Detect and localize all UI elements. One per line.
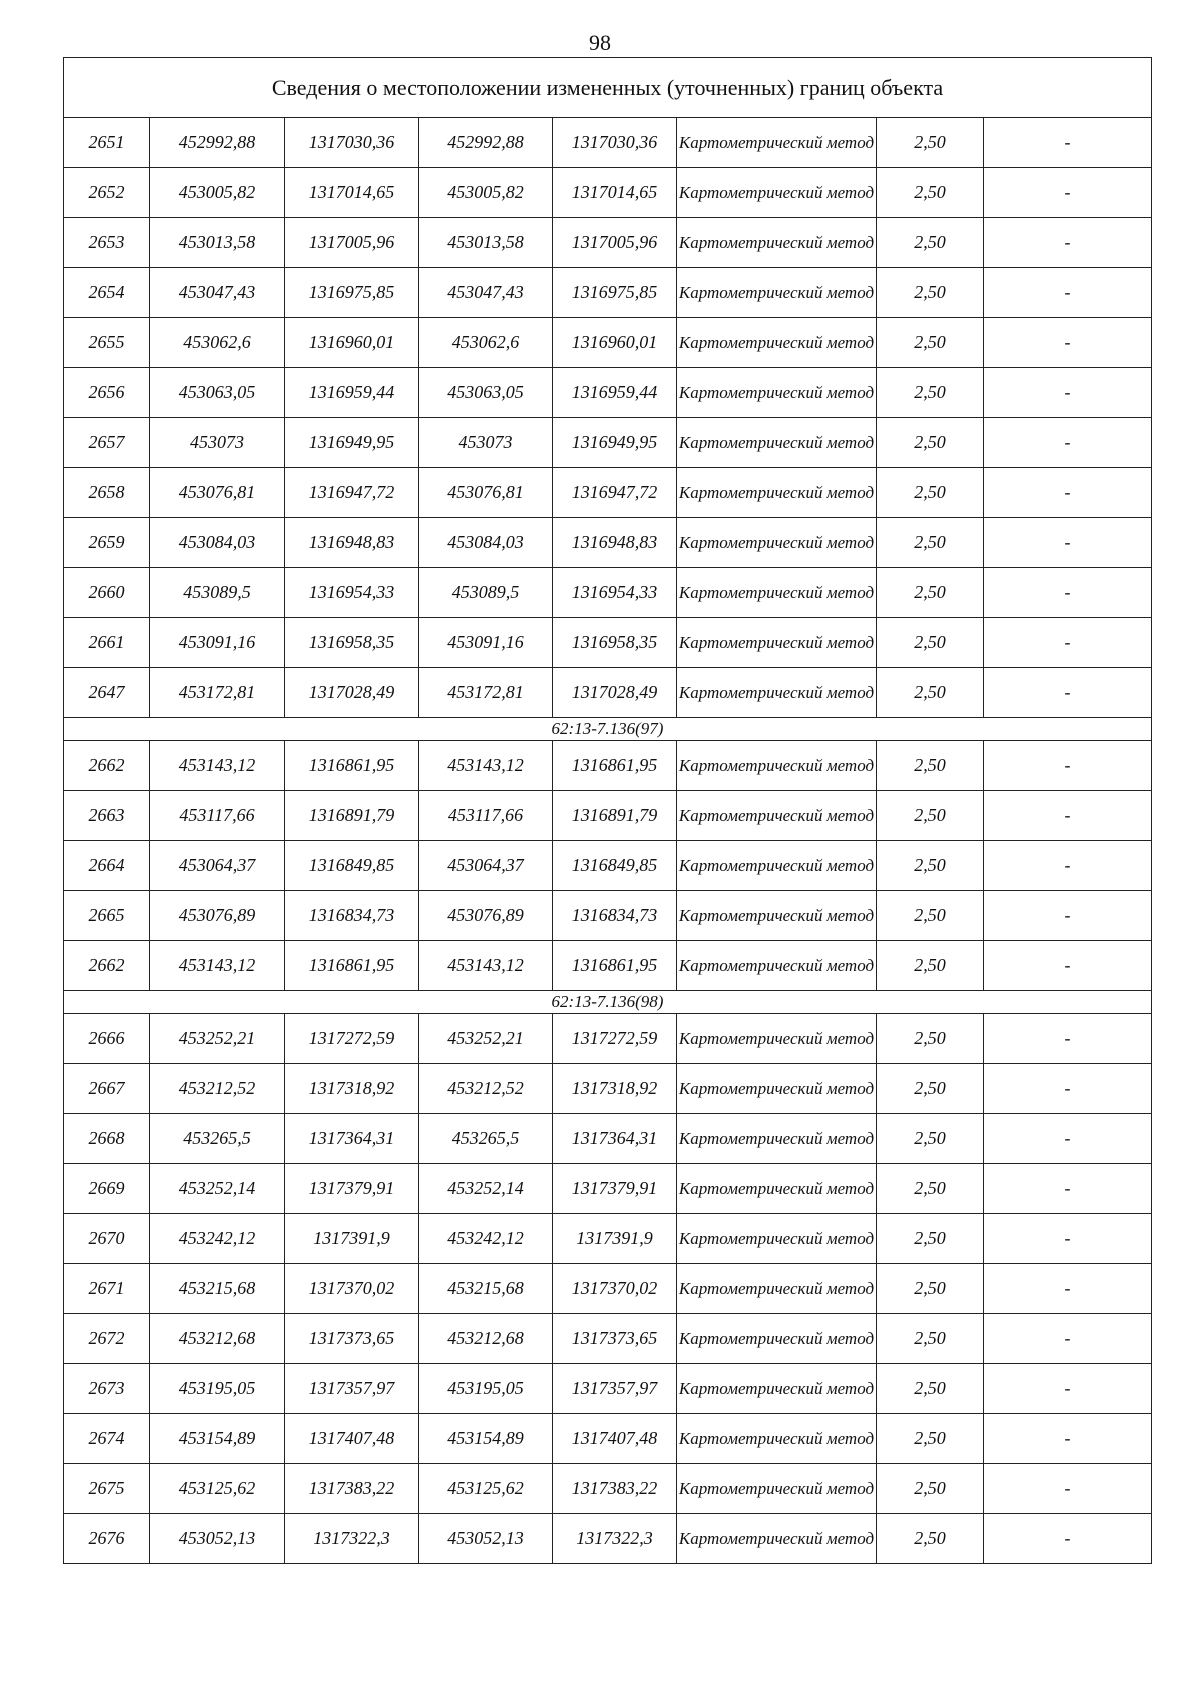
x-refined-cell: 453265,5 [419, 1114, 553, 1164]
y-refined-cell: 1316960,01 [553, 318, 677, 368]
table-title-row [64, 58, 1152, 118]
accuracy-cell: 2,50 [877, 268, 984, 318]
x-existing-cell: 453063,05 [150, 368, 285, 418]
x-refined-cell: 453084,03 [419, 518, 553, 568]
x-existing-cell: 453154,89 [150, 1414, 285, 1464]
point-number-cell: 2656 [64, 368, 150, 418]
method-cell: Картометрический метод [677, 791, 877, 841]
method-cell: Картометрический метод [677, 1314, 877, 1364]
x-existing-cell: 453084,03 [150, 518, 285, 568]
y-existing-cell: 1317370,02 [285, 1264, 419, 1314]
x-existing-cell: 453062,6 [150, 318, 285, 368]
method-cell: Картометрический метод [677, 1464, 877, 1514]
x-refined-cell: 453143,12 [419, 741, 553, 791]
y-existing-cell: 1316947,72 [285, 468, 419, 518]
section-label: 62:13-7.136(98) [64, 991, 1152, 1014]
y-refined-cell: 1317272,59 [553, 1014, 677, 1064]
point-number-cell: 2669 [64, 1164, 150, 1214]
y-refined-cell: 1317373,65 [553, 1314, 677, 1364]
x-existing-cell: 453172,81 [150, 668, 285, 718]
method-cell: Картометрический метод [677, 418, 877, 468]
accuracy-cell: 2,50 [877, 1364, 984, 1414]
accuracy-cell: 2,50 [877, 668, 984, 718]
table-row [64, 468, 1152, 518]
x-existing-cell: 453212,68 [150, 1314, 285, 1364]
table-row [64, 941, 1152, 991]
x-existing-cell: 453215,68 [150, 1264, 285, 1314]
section-header-row [64, 718, 1152, 741]
accuracy-cell: 2,50 [877, 1464, 984, 1514]
method-cell: Картометрический метод [677, 841, 877, 891]
note-cell: - [984, 1514, 1152, 1564]
y-refined-cell: 1317028,49 [553, 668, 677, 718]
accuracy-cell: 2,50 [877, 941, 984, 991]
point-number-cell: 2665 [64, 891, 150, 941]
accuracy-cell: 2,50 [877, 1264, 984, 1314]
x-refined-cell: 453212,68 [419, 1314, 553, 1364]
table-row [64, 118, 1152, 168]
table-row [64, 1414, 1152, 1464]
method-cell: Картометрический метод [677, 1264, 877, 1314]
note-cell: - [984, 1364, 1152, 1414]
table-row [64, 891, 1152, 941]
method-cell: Картометрический метод [677, 168, 877, 218]
x-refined-cell: 452992,88 [419, 118, 553, 168]
note-cell: - [984, 368, 1152, 418]
method-cell: Картометрический метод [677, 218, 877, 268]
table-row [64, 568, 1152, 618]
x-existing-cell: 453143,12 [150, 941, 285, 991]
y-refined-cell: 1316958,35 [553, 618, 677, 668]
table-row [64, 418, 1152, 468]
point-number-cell: 2655 [64, 318, 150, 368]
x-refined-cell: 453212,52 [419, 1064, 553, 1114]
accuracy-cell: 2,50 [877, 368, 984, 418]
x-existing-cell: 453013,58 [150, 218, 285, 268]
accuracy-cell: 2,50 [877, 841, 984, 891]
table-row [64, 1364, 1152, 1414]
y-refined-cell: 1316861,95 [553, 741, 677, 791]
x-refined-cell: 453172,81 [419, 668, 553, 718]
table-row [64, 741, 1152, 791]
note-cell: - [984, 1164, 1152, 1214]
point-number-cell: 2674 [64, 1414, 150, 1464]
accuracy-cell: 2,50 [877, 518, 984, 568]
table-row [64, 1514, 1152, 1564]
note-cell: - [984, 841, 1152, 891]
x-refined-cell: 453073 [419, 418, 553, 468]
y-existing-cell: 1316861,95 [285, 741, 419, 791]
point-number-cell: 2672 [64, 1314, 150, 1364]
y-refined-cell: 1316947,72 [553, 468, 677, 518]
note-cell: - [984, 741, 1152, 791]
x-refined-cell: 453215,68 [419, 1264, 553, 1314]
y-refined-cell: 1317383,22 [553, 1464, 677, 1514]
y-refined-cell: 1316948,83 [553, 518, 677, 568]
x-refined-cell: 453005,82 [419, 168, 553, 218]
table-row [64, 791, 1152, 841]
accuracy-cell: 2,50 [877, 418, 984, 468]
x-existing-cell: 453143,12 [150, 741, 285, 791]
x-existing-cell: 453089,5 [150, 568, 285, 618]
x-existing-cell: 453091,16 [150, 618, 285, 668]
accuracy-cell: 2,50 [877, 1314, 984, 1364]
page-number: 98 [589, 30, 611, 55]
y-refined-cell: 1316959,44 [553, 368, 677, 418]
table-row [64, 1214, 1152, 1264]
y-existing-cell: 1317373,65 [285, 1314, 419, 1364]
x-refined-cell: 453052,13 [419, 1514, 553, 1564]
x-refined-cell: 453013,58 [419, 218, 553, 268]
method-cell: Картометрический метод [677, 668, 877, 718]
note-cell: - [984, 891, 1152, 941]
point-number-cell: 2658 [64, 468, 150, 518]
note-cell: - [984, 1114, 1152, 1164]
x-refined-cell: 453125,62 [419, 1464, 553, 1514]
method-cell: Картометрический метод [677, 268, 877, 318]
method-cell: Картометрический метод [677, 1514, 877, 1564]
accuracy-cell: 2,50 [877, 741, 984, 791]
note-cell: - [984, 668, 1152, 718]
table-row [64, 841, 1152, 891]
y-refined-cell: 1317364,31 [553, 1114, 677, 1164]
table-row [64, 668, 1152, 718]
point-number-cell: 2663 [64, 791, 150, 841]
accuracy-cell: 2,50 [877, 218, 984, 268]
y-refined-cell: 1316861,95 [553, 941, 677, 991]
point-number-cell: 2676 [64, 1514, 150, 1564]
point-number-cell: 2666 [64, 1014, 150, 1064]
note-cell: - [984, 168, 1152, 218]
x-existing-cell: 453076,81 [150, 468, 285, 518]
x-refined-cell: 453252,14 [419, 1164, 553, 1214]
y-existing-cell: 1317407,48 [285, 1414, 419, 1464]
y-refined-cell: 1316975,85 [553, 268, 677, 318]
x-existing-cell: 453005,82 [150, 168, 285, 218]
x-refined-cell: 453076,81 [419, 468, 553, 518]
x-existing-cell: 453212,52 [150, 1064, 285, 1114]
point-number-cell: 2653 [64, 218, 150, 268]
table-row [64, 368, 1152, 418]
point-number-cell: 2675 [64, 1464, 150, 1514]
x-existing-cell: 453052,13 [150, 1514, 285, 1564]
method-cell: Картометрический метод [677, 468, 877, 518]
note-cell: - [984, 1464, 1152, 1514]
y-existing-cell: 1317028,49 [285, 668, 419, 718]
x-refined-cell: 453064,37 [419, 841, 553, 891]
note-cell: - [984, 468, 1152, 518]
y-existing-cell: 1316861,95 [285, 941, 419, 991]
point-number-cell: 2662 [64, 741, 150, 791]
section-label: 62:13-7.136(97) [64, 718, 1152, 741]
section-header-row [64, 991, 1152, 1014]
y-existing-cell: 1317379,91 [285, 1164, 419, 1214]
accuracy-cell: 2,50 [877, 791, 984, 841]
note-cell: - [984, 1214, 1152, 1264]
y-existing-cell: 1317322,3 [285, 1514, 419, 1564]
method-cell: Картометрический метод [677, 1014, 877, 1064]
accuracy-cell: 2,50 [877, 1114, 984, 1164]
table-row [64, 218, 1152, 268]
note-cell: - [984, 941, 1152, 991]
x-existing-cell: 453252,21 [150, 1014, 285, 1064]
table-row [64, 1464, 1152, 1514]
accuracy-cell: 2,50 [877, 1214, 984, 1264]
y-refined-cell: 1317318,92 [553, 1064, 677, 1114]
table-row [64, 1264, 1152, 1314]
accuracy-cell: 2,50 [877, 1014, 984, 1064]
point-number-cell: 2654 [64, 268, 150, 318]
x-existing-cell: 453047,43 [150, 268, 285, 318]
y-existing-cell: 1316959,44 [285, 368, 419, 418]
table-row [64, 1314, 1152, 1364]
point-number-cell: 2652 [64, 168, 150, 218]
point-number-cell: 2668 [64, 1114, 150, 1164]
point-number-cell: 2671 [64, 1264, 150, 1314]
note-cell: - [984, 1414, 1152, 1464]
accuracy-cell: 2,50 [877, 468, 984, 518]
note-cell: - [984, 568, 1152, 618]
y-refined-cell: 1317030,36 [553, 118, 677, 168]
note-cell: - [984, 268, 1152, 318]
accuracy-cell: 2,50 [877, 618, 984, 668]
accuracy-cell: 2,50 [877, 168, 984, 218]
method-cell: Картометрический метод [677, 118, 877, 168]
method-cell: Картометрический метод [677, 318, 877, 368]
method-cell: Картометрический метод [677, 1214, 877, 1264]
note-cell: - [984, 1264, 1152, 1314]
point-number-cell: 2661 [64, 618, 150, 668]
y-refined-cell: 1316954,33 [553, 568, 677, 618]
table-row [64, 1114, 1152, 1164]
x-refined-cell: 453143,12 [419, 941, 553, 991]
x-existing-cell: 453125,62 [150, 1464, 285, 1514]
note-cell: - [984, 118, 1152, 168]
y-refined-cell: 1317379,91 [553, 1164, 677, 1214]
x-refined-cell: 453242,12 [419, 1214, 553, 1264]
x-existing-cell: 452992,88 [150, 118, 285, 168]
y-existing-cell: 1317272,59 [285, 1014, 419, 1064]
note-cell: - [984, 1314, 1152, 1364]
point-number-cell: 2657 [64, 418, 150, 468]
x-refined-cell: 453047,43 [419, 268, 553, 318]
point-number-cell: 2651 [64, 118, 150, 168]
x-existing-cell: 453242,12 [150, 1214, 285, 1264]
x-existing-cell: 453064,37 [150, 841, 285, 891]
x-refined-cell: 453091,16 [419, 618, 553, 668]
point-number-cell: 2659 [64, 518, 150, 568]
table-row [64, 268, 1152, 318]
method-cell: Картометрический метод [677, 518, 877, 568]
accuracy-cell: 2,50 [877, 318, 984, 368]
x-existing-cell: 453252,14 [150, 1164, 285, 1214]
table-row [64, 1064, 1152, 1114]
note-cell: - [984, 1064, 1152, 1114]
x-refined-cell: 453154,89 [419, 1414, 553, 1464]
point-number-cell: 2660 [64, 568, 150, 618]
method-cell: Картометрический метод [677, 1364, 877, 1414]
accuracy-cell: 2,50 [877, 1414, 984, 1464]
accuracy-cell: 2,50 [877, 1064, 984, 1114]
x-existing-cell: 453076,89 [150, 891, 285, 941]
note-cell: - [984, 791, 1152, 841]
y-refined-cell: 1317014,65 [553, 168, 677, 218]
point-number-cell: 2647 [64, 668, 150, 718]
method-cell: Картометрический метод [677, 568, 877, 618]
table-row [64, 618, 1152, 668]
y-existing-cell: 1317357,97 [285, 1364, 419, 1414]
x-refined-cell: 453089,5 [419, 568, 553, 618]
y-existing-cell: 1317014,65 [285, 168, 419, 218]
y-existing-cell: 1316960,01 [285, 318, 419, 368]
method-cell: Картометрический метод [677, 891, 877, 941]
y-existing-cell: 1317005,96 [285, 218, 419, 268]
method-cell: Картометрический метод [677, 368, 877, 418]
note-cell: - [984, 518, 1152, 568]
table-row [64, 318, 1152, 368]
y-existing-cell: 1316958,35 [285, 618, 419, 668]
y-existing-cell: 1316975,85 [285, 268, 419, 318]
note-cell: - [984, 1014, 1152, 1064]
y-refined-cell: 1317407,48 [553, 1414, 677, 1464]
y-existing-cell: 1316954,33 [285, 568, 419, 618]
x-refined-cell: 453062,6 [419, 318, 553, 368]
method-cell: Картометрический метод [677, 618, 877, 668]
method-cell: Картометрический метод [677, 1064, 877, 1114]
accuracy-cell: 2,50 [877, 568, 984, 618]
x-refined-cell: 453117,66 [419, 791, 553, 841]
table-row [64, 1014, 1152, 1064]
point-number-cell: 2662 [64, 941, 150, 991]
x-refined-cell: 453252,21 [419, 1014, 553, 1064]
method-cell: Картометрический метод [677, 941, 877, 991]
y-existing-cell: 1316948,83 [285, 518, 419, 568]
accuracy-cell: 2,50 [877, 891, 984, 941]
y-refined-cell: 1317322,3 [553, 1514, 677, 1564]
point-number-cell: 2670 [64, 1214, 150, 1264]
y-existing-cell: 1317383,22 [285, 1464, 419, 1514]
accuracy-cell: 2,50 [877, 118, 984, 168]
y-existing-cell: 1316949,95 [285, 418, 419, 468]
point-number-cell: 2667 [64, 1064, 150, 1114]
y-existing-cell: 1317030,36 [285, 118, 419, 168]
x-existing-cell: 453117,66 [150, 791, 285, 841]
boundary-table [63, 57, 1152, 1564]
x-refined-cell: 453076,89 [419, 891, 553, 941]
accuracy-cell: 2,50 [877, 1514, 984, 1564]
accuracy-cell: 2,50 [877, 1164, 984, 1214]
y-refined-cell: 1316834,73 [553, 891, 677, 941]
y-existing-cell: 1316849,85 [285, 841, 419, 891]
note-cell: - [984, 618, 1152, 668]
note-cell: - [984, 218, 1152, 268]
method-cell: Картометрический метод [677, 1164, 877, 1214]
note-cell: - [984, 318, 1152, 368]
x-existing-cell: 453265,5 [150, 1114, 285, 1164]
x-existing-cell: 453073 [150, 418, 285, 468]
table-row [64, 1164, 1152, 1214]
y-refined-cell: 1317391,9 [553, 1214, 677, 1264]
method-cell: Картометрический метод [677, 741, 877, 791]
point-number-cell: 2673 [64, 1364, 150, 1414]
y-existing-cell: 1317318,92 [285, 1064, 419, 1114]
note-cell: - [984, 418, 1152, 468]
y-refined-cell: 1316891,79 [553, 791, 677, 841]
y-existing-cell: 1317364,31 [285, 1114, 419, 1164]
x-refined-cell: 453195,05 [419, 1364, 553, 1414]
y-refined-cell: 1316849,85 [553, 841, 677, 891]
y-existing-cell: 1316891,79 [285, 791, 419, 841]
y-refined-cell: 1317357,97 [553, 1364, 677, 1414]
x-refined-cell: 453063,05 [419, 368, 553, 418]
y-refined-cell: 1317370,02 [553, 1264, 677, 1314]
method-cell: Картометрический метод [677, 1114, 877, 1164]
table-title: Сведения о местоположении измененных (уточненных) границ объекта [64, 58, 1152, 118]
point-number-cell: 2664 [64, 841, 150, 891]
table-row [64, 168, 1152, 218]
y-refined-cell: 1317005,96 [553, 218, 677, 268]
table-row [64, 518, 1152, 568]
y-existing-cell: 1316834,73 [285, 891, 419, 941]
y-refined-cell: 1316949,95 [553, 418, 677, 468]
method-cell: Картометрический метод [677, 1414, 877, 1464]
y-existing-cell: 1317391,9 [285, 1214, 419, 1264]
x-existing-cell: 453195,05 [150, 1364, 285, 1414]
